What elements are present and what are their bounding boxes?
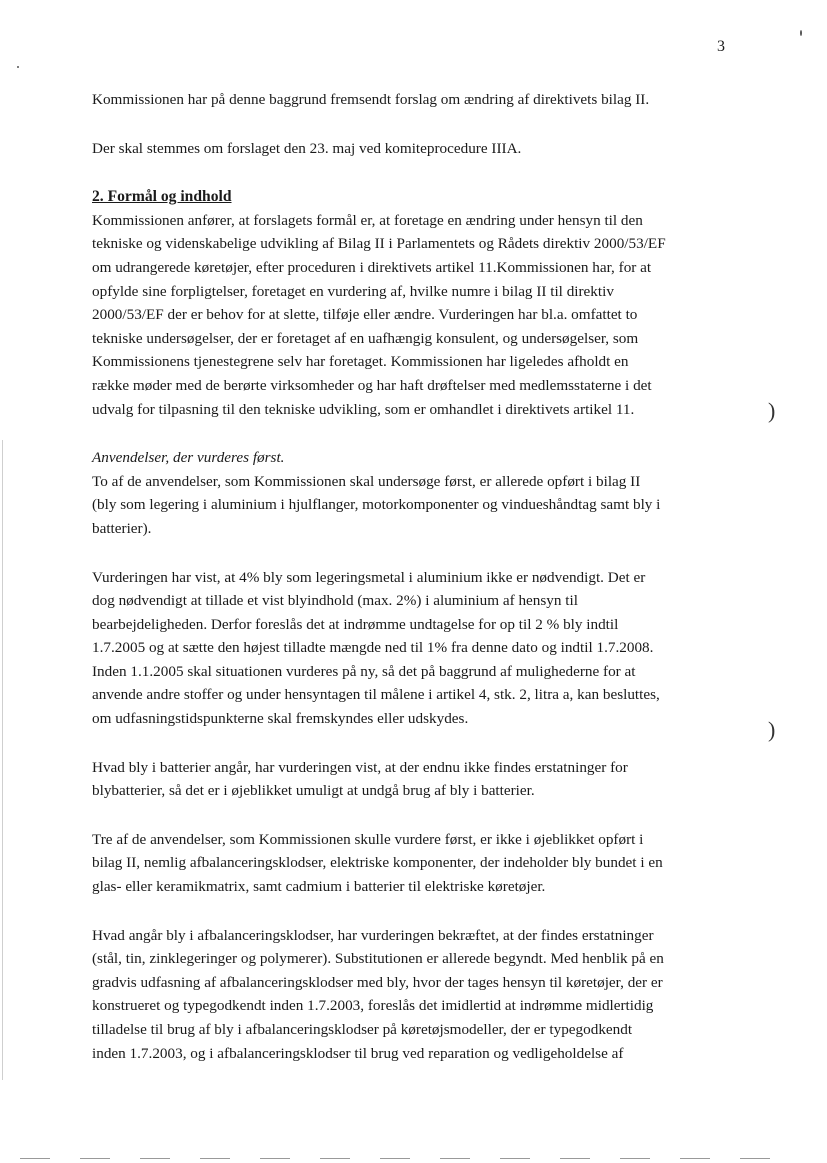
text-line: Kommissionen anfører, at forslagets formål er, at foretage en ændring under hensyn til den xyxy=(92,211,643,229)
text-line: (bly som legering i aluminium i hjulflanger, motorkomponenter og vindueshåndtag samt bly i xyxy=(92,496,661,514)
text-line: Kommissionens tjenestegrene selv har foretaget. Kommissionen har ligeledes afholdt en xyxy=(92,353,629,371)
paragraph-afbalancering xyxy=(92,924,742,1066)
paragraph-batterier xyxy=(92,756,742,803)
paragraph-tre-anvendelser xyxy=(92,828,742,899)
text-line: (stål, tin, zinklegeringer og polymerer). Substitutionen er allerede begyndt. Med henblik på en xyxy=(92,950,664,968)
section-purpose-paragraph xyxy=(92,209,742,421)
subheading-anvendelser: Anvendelser, der vurderes først. xyxy=(92,449,285,467)
paragraph-intro: Kommissionen har på denne baggrund fremsendt forslag om ændring af direktivets bilag II. xyxy=(92,91,650,108)
scan-speck xyxy=(17,66,19,68)
text-line: blybatterier, så det er i øjeblikket umuligt at undgå brug af bly i batterier. xyxy=(92,782,535,800)
text-line: Vurderingen har vist, at 4% bly som legeringsmetal i aluminium ikke er nødvendigt. Det er xyxy=(92,568,646,586)
text-line: tilladelse til brug af bly i afbalanceringsklodser på køretøjsmodeller, der er typegodkendt xyxy=(92,1021,633,1038)
text-line: tekniske undersøgelser, der er foretaget af en uafhængig konsulent, og undersøgelser, som xyxy=(92,329,639,347)
text-line: Inden 1.1.2005 skal situationen vurderes på ny, så det på baggrund af mulighederne for at xyxy=(92,662,636,680)
paragraph-vote: Der skal stemmes om forslaget den 23. maj ved komiteprocedure IIIA. xyxy=(92,139,522,157)
text-line: om udrangerede køretøjer, efter proceduren i direktivets artikel 11.Kommissionen har, for at xyxy=(92,258,652,276)
document-body xyxy=(92,88,742,1065)
paragraph-vurdering xyxy=(92,566,742,731)
text-line: opfylde sine forpligtelser, foretaget en vurdering af, hvilke numre i bilag II til direktiv xyxy=(92,282,614,300)
text-line: Hvad bly i batterier angår, har vurderingen vist, at der endnu ikke findes erstatninger for xyxy=(92,758,628,776)
scan-bottom-edge xyxy=(20,1158,780,1159)
text-line: Tre af de anvendelser, som Kommissionen skulle vurdere først, er ikke i øjeblikket opført i xyxy=(92,830,644,848)
text-line: udvalg for tilpasning til den tekniske udvikling, som er omhandlet i direktivets artikel 11. xyxy=(92,400,635,418)
text-line: bearbejdeligheden. Derfor foreslås det at indrømme undtagelse for op til 2 % bly indtil xyxy=(92,615,619,633)
text-line: om udfasningstidspunkterne skal fremskyndes eller udskydes. xyxy=(92,710,469,728)
text-line: batterier). xyxy=(92,519,152,537)
text-line: bilag II, nemlig afbalanceringsklodser, elektriske komponenter, der indeholder bly bundet i en xyxy=(92,854,663,872)
text-line: 1.7.2005 og at sætte den højest tilladte mængde ned til 1% fra denne dato og indtil 1.7.2008. xyxy=(92,639,654,657)
text-line: 2000/53/EF der er behov for at slette, tilføje eller ændre. Vurderingen har bl.a. omfattet to xyxy=(92,306,638,324)
text-line: dog nødvendigt at tillade et vist blyindhold (max. 2%) i aluminium af hensyn til xyxy=(92,592,578,610)
margin-bracket-mark: ) xyxy=(768,717,776,742)
text-line: inden 1.7.2003, og i afbalanceringsklodser til brug ved reparation og vedligeholdelse af xyxy=(92,1044,624,1062)
section-heading: 2. Formål og indhold xyxy=(92,188,232,206)
text-line: tekniske og videnskabelige udvikling af Bilag II i Parlamentets og Rådets direktiv 2000/53/EF xyxy=(92,235,666,253)
page-number: 3 xyxy=(717,38,725,55)
scan-speck xyxy=(800,30,802,36)
paragraph-anvendelser xyxy=(92,470,742,541)
text-line: række møder med de berørte virksomheder og har haft drøftelser med medlemsstaterne i det xyxy=(92,376,652,394)
margin-bracket-mark: ) xyxy=(768,398,776,423)
text-line: Hvad angår bly i afbalanceringsklodser, har vurderingen bekræftet, at der findes erstatninger xyxy=(92,926,654,944)
text-line: anvende andre stoffer og under hensyntagen til målene i artikel 4, stk. 2, litra a, kan besluttes, xyxy=(92,686,660,704)
text-line: glas- eller keramikmatrix, samt cadmium i batterier til elektriske køretøjer. xyxy=(92,878,546,896)
text-line: To af de anvendelser, som Kommissionen skal undersøge først, er allerede opført i bilag II xyxy=(92,472,641,490)
scan-margin-line xyxy=(2,440,3,1080)
text-line: konstrueret og typegodkendt inden 1.7.2003, foreslås det imidlertid at indrømme midlertidig xyxy=(92,997,654,1015)
text-line: gradvis udfasning af afbalanceringsklodser med bly, hvor der tages hensyn til køretøjer, der er xyxy=(92,973,663,991)
